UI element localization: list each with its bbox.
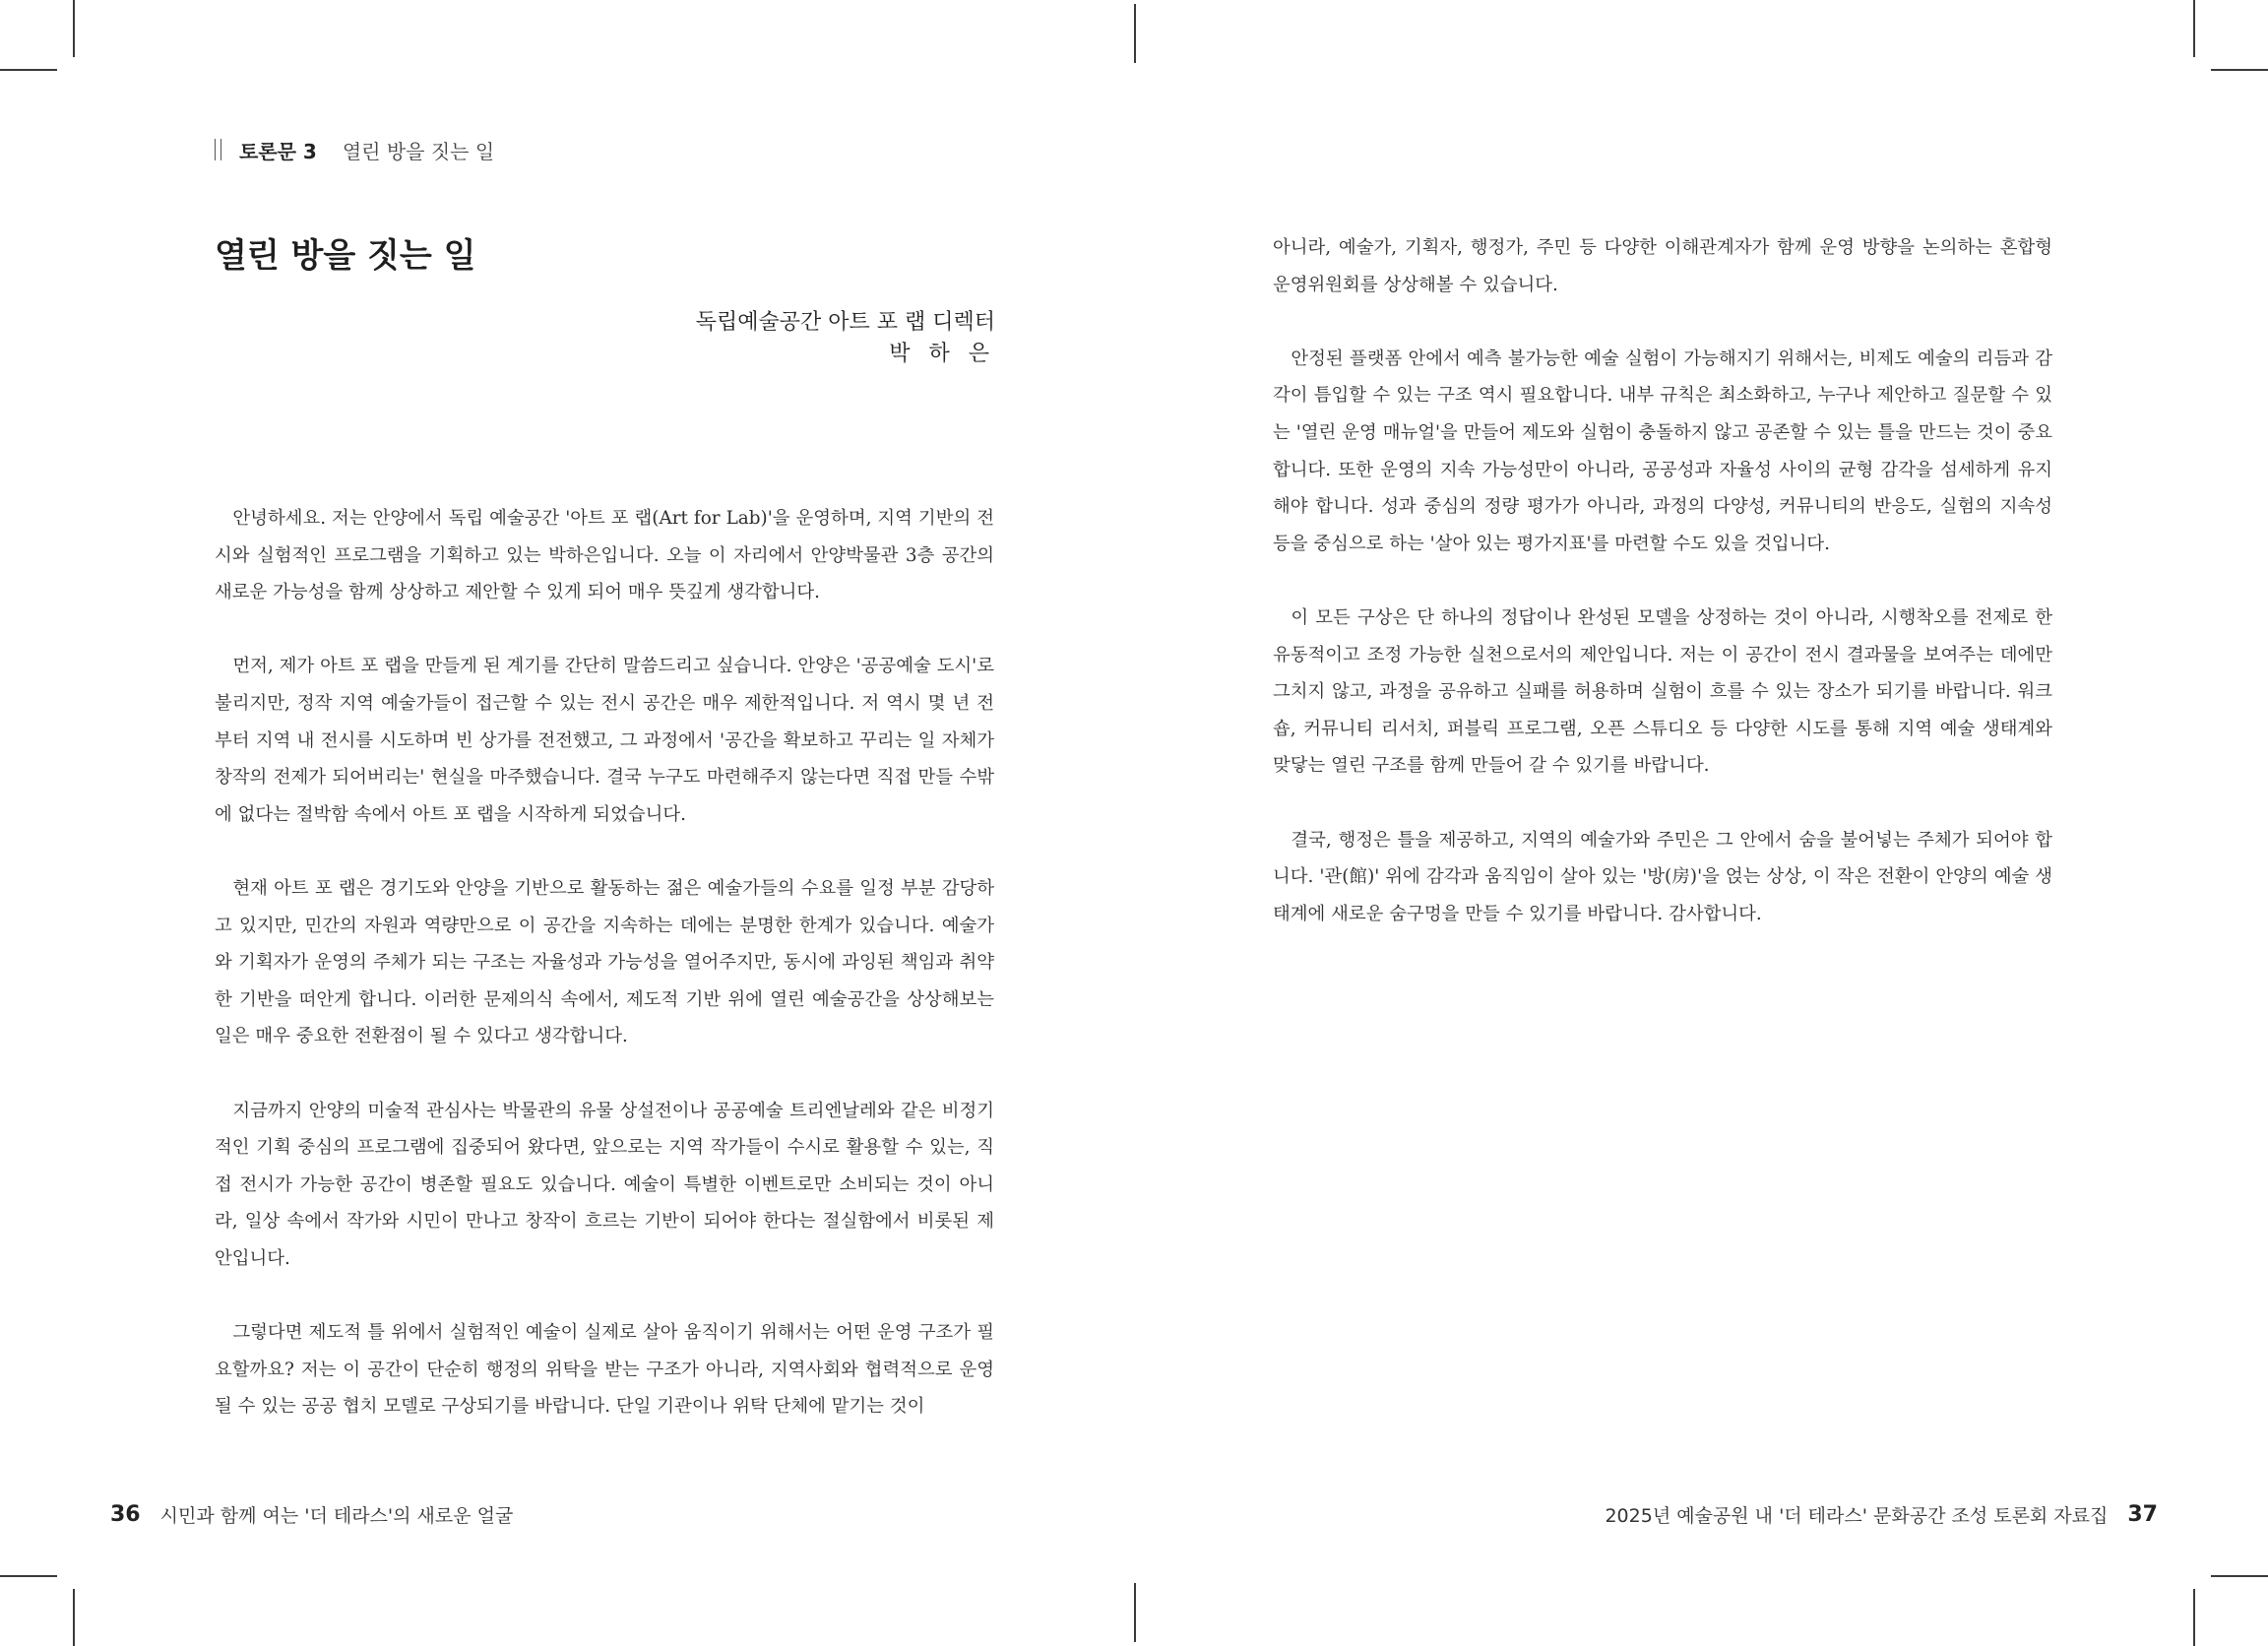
page-title: 열린 방을 짓는 일 [215,236,476,276]
author-block [696,307,995,370]
crop-mark [2193,1589,2195,1646]
author-affiliation: 독립예술공간 아트 포 랩 디렉터 [695,310,995,335]
double-bar-icon [215,139,221,160]
page-number: 36 [110,1502,141,1527]
footer-text: 시민과 함께 여는 '더 테라스'의 새로운 얼굴 [159,1505,514,1527]
paragraph: 그렇다면 제도적 틀 위에서 실험적인 예술이 실제로 살아 움직이기 위해서는 어떤 운영 구조가 필요할까요? 저는 이 공간이 단순히 행정의 위탁을 받는 구조가 아니라, 지역사회와 협력적으로 운영될 수 있는 공공 협치 모델로 구상되기를 바랍니다. 단일 기관이나 위탁 단체에 맡기는 것이 [215,1322,994,1418]
paragraph: 안녕하세요. 저는 안양에서 독립 예술공간 '아트 포 랩(Art for Lab)'을 운영하며, 지역 기반의 전시와 실험적인 프로그램을 기획하고 있는 박하은입니다. 오늘 이 자리에서 안양박물관 3층 공간의 새로운 가능성을 함께 상상하고 제안할 수 있게 되어 매우 뜻깊게 생각합니다. [215,508,994,603]
section-label: 토론문 3 [239,139,317,163]
section-subtitle: 열린 방을 짓는 일 [342,139,495,163]
paragraph: 먼저, 제가 아트 포 랩을 만들게 된 계기를 간단히 말씀드리고 싶습니다. 안양은 '공공예술 도시'로 불리지만, 정작 지역 예술가들이 접근할 수 있는 전시 공간은 매우 제한적입니다. 저 역시 몇 년 전부터 지역 내 전시를 시도하며 빈 상가를 전전했고, 그 과정에서 '공간을 확보하고 꾸리는 일 자체가 창작의 전제가 되어버리는' 현실을 마주했습니다. 결국 누구도 마련해주지 않는다면 직접 만들 수밖에 없다는 절박함 속에서 아트 포 랩을 시작하게 되었습니다. [215,656,994,825]
author-name: 박 하 은 [889,342,995,366]
crop-mark [2211,1575,2268,1577]
left-column [215,500,994,1425]
crop-mark [0,1575,57,1577]
paragraph: 결국, 행정은 틀을 제공하고, 지역의 예술가와 주민은 그 안에서 숨을 불어넣는 주체가 되어야 합니다. '관(館)' 위에 감각과 움직임이 살아 있는 '방(房)'을 얹는 상상, 이 작은 전환이 안양의 예술 생태계에 새로운 숨구멍을 만들 수 있기를 바랍니다. 감사합니다. [1273,829,2052,924]
paragraph: 안정된 플랫폼 안에서 예측 불가능한 예술 실험이 가능해지기 위해서는, 비제도 예술의 리듬과 감각이 틈입할 수 있는 구조 역시 필요합니다. 내부 규칙은 최소화하고, 누구나 제안하고 질문할 수 있는 '열린 운영 매뉴얼'을 만들어 제도와 실험이 충돌하지 않고 공존할 수 있는 틀을 만드는 것이 중요합니다. 또한 운영의 지속 가능성만이 아니라, 공공성과 자율성 사이의 균형 감각을 섬세하게 유지해야 합니다. 성과 중심의 정량 평가가 아니라, 과정의 다양성, 커뮤니티의 반응도, 실험의 지속성 등을 중심으로 하는 '살아 있는 평가지표'를 마련할 수도 있을 것입니다. [1273,348,2052,554]
right-page-footer [1605,1501,2158,1528]
footer-text: 2025년 예술공원 내 '더 테라스' 문화공간 조성 토론회 자료집 [1605,1505,2109,1527]
right-column [1273,229,2052,932]
crop-mark [73,0,75,57]
paragraph: 아니라, 예술가, 기획자, 행정가, 주민 등 다양한 이해관계자가 함께 운영 방향을 논의하는 혼합형 운영위원회를 상상해볼 수 있습니다. [1273,237,2052,295]
paragraph: 현재 아트 포 랩은 경기도와 안양을 기반으로 활동하는 젊은 예술가들의 수요를 일정 부분 감당하고 있지만, 민간의 자원과 역량만으로 이 공간을 지속하는 데에는 분명한 한계가 있습니다. 예술가와 기획자가 운영의 주체가 되는 구조는 자율성과 가능성을 열어주지만, 동시에 과잉된 책임과 취약한 기반을 떠안게 합니다. 이러한 문제의식 속에서, 제도적 기반 위에 열린 예술공간을 상상해보는 일은 매우 중요한 전환점이 될 수 있다고 생각합니다. [215,877,994,1047]
crop-mark [1134,1583,1136,1642]
crop-mark [73,1589,75,1646]
crop-mark [0,69,57,71]
running-header [215,136,494,163]
paragraph: 이 모든 구상은 단 하나의 정답이나 완성된 모델을 상정하는 것이 아니라, 시행착오를 전제로 한 유동적이고 조정 가능한 실천으로서의 제안입니다. 저는 이 공간이 전시 결과물을 보여주는 데에만 그치지 않고, 과정을 공유하고 실패를 허용하며 실험이 흐를 수 있는 장소가 되기를 바랍니다. 워크숍, 커뮤니티 리서치, 퍼블릭 프로그램, 오픈 스튜디오 등 다양한 시도를 통해 지역 예술 생태계와 맞닿는 열린 구조를 함께 만들어 갈 수 있기를 바랍니다. [1273,606,2052,777]
page-number: 37 [2127,1502,2158,1527]
crop-mark [1134,4,1136,63]
crop-mark [2211,69,2268,71]
paragraph: 지금까지 안양의 미술적 관심사는 박물관의 유물 상설전이나 공공예술 트리엔날레와 같은 비정기적인 기획 중심의 프로그램에 집중되어 왔다면, 앞으로는 지역 작가들이 수시로 활용할 수 있는, 직접 전시가 가능한 공간이 병존할 필요도 있습니다. 예술이 특별한 이벤트로만 소비되는 것이 아니라, 일상 속에서 작가와 시민이 만나고 창작이 흐르는 기반이 되어야 한다는 절실함에서 비롯된 제안입니다. [215,1100,994,1269]
left-page-footer [110,1501,513,1528]
crop-mark [2193,0,2195,57]
